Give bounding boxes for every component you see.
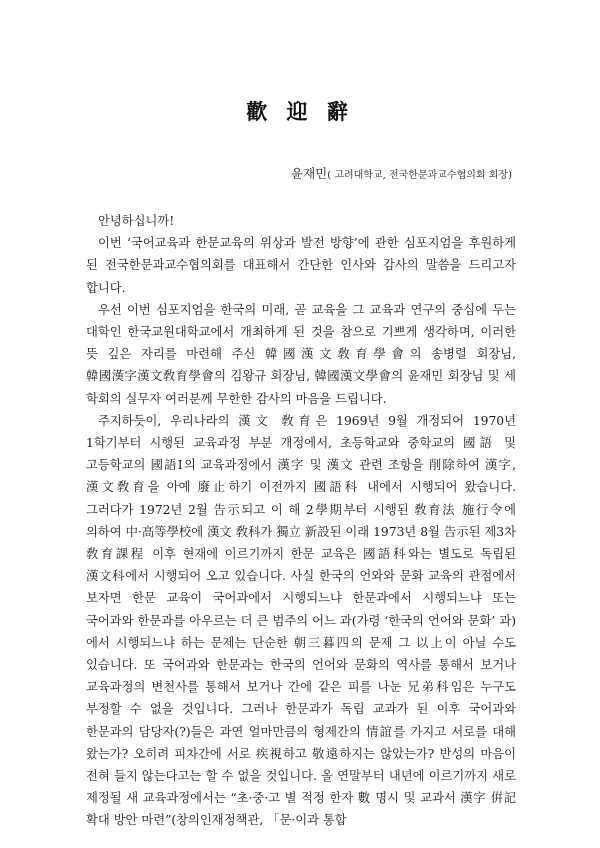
document-body (86, 210, 516, 832)
author-line (291, 164, 512, 182)
paragraph-thanks: 우선 이번 심포지엄을 한국의 미래, 곧 교육을 그 교육과 연구의 중심에 두는 대학인 한국교원대학교에서 개최하게 된 것을 참으로 기쁘게 생각하며, 이러한 뜻 깊은 자리를 마련해 주신 韓國漢文敎育學會의 송병렬 회장님, 韓國漢字漢文敎育學會의 김왕규 회장님, 韓國漢文學會의 윤재민 회장님 및 세 학회의 실무자 여러분께 무한한 감사의 마음을 드립니다. (86, 302, 516, 406)
paragraph-history: 주지하듯이, 우리나라의 漢文 敎育은 1969년 9월 개정되어 1970년 1학기부터 시행된 교육과정 부분 개정에서, 초등학교와 중학교의 國語 및 고등학교의 國語Ⅰ의 교육과정에서 漢字 및 漢文 관련 조항을 削除하여 漢字, 漢文敎育을 아예 廢止하기 이전까지 國語科 내에서 시행되어 왔습니다. 그러다가 1972년 2월 告示되고 이 해 2學期부터 시행된 敎育法 施行令에 의하여 中·高等學校에 漢文 敎科가 獨立 新設된 이래 1973년 8월 告示된 제3차 敎育課程 이후 현재에 이르기까지 한문 교육은 國語科와는 별도로 독립된 漢文科에서 시행되어 오고 있습니다. 사실 한국의 언와와 문화 교육의 관점에서 보자면 한문 교육이 국어과에서 시행되느냐 한문과에서 시행되느냐 또는 국어과와 한문과를 아우르는 더 큰 범주의 어느 과(가령 ‘한국의 언어와 문화’ 과)에서 시행되느냐 하는 문제는 단순한 朝三暮四의 문제 그 以上이 아닐 수도 있습니다. 또 국어과와 한문과는 한국의 언어와 문화의 역사를 통해서 보거나 교육과정의 변천사를 통해서 보거나 간에 같은 피를 나눈 兄弟科임은 누구도 부정할 수 없을 것입니다. 그러나 한문과가 독립 교과가 된 이후 국어과와 한문과의 담당자(?)들은 과연 얼마만큼의 형제간의 情誼를 가지고 서로를 대해 왔는가? 오히려 피차간에 서로 疾視하고 敬遠하지는 않았는가? 반성의 마음이 전혀 들지 않는다고는 할 수 없을 것입니다. 올 연말부터 내년에 이르기까지 새로 제정될 새 교육과정에서는 “초·중·고 별 적정 한자 數 명시 및 교과서 漢字 倂記 확대 방안 마련”(창의인재정책관, 「문·이과 통합 (86, 413, 516, 828)
page-title: 歡 迎 辭 (246, 99, 354, 124)
author-affiliation: ( 고려대학교, 전국한문과교수협의회 회장) (327, 170, 512, 181)
paragraph-greeting: 안녕하십니까! (98, 214, 175, 228)
author-name: 윤재민 (291, 166, 328, 181)
paragraph-intro: 이번 ‘국어교육과 한문교육의 위상과 발전 방향’에 관한 심포지엄을 후원하게 된 전국한문과교수협의회를 대표해서 간단한 인사와 감사의 말씀을 드리고자 합니다. (86, 236, 516, 295)
